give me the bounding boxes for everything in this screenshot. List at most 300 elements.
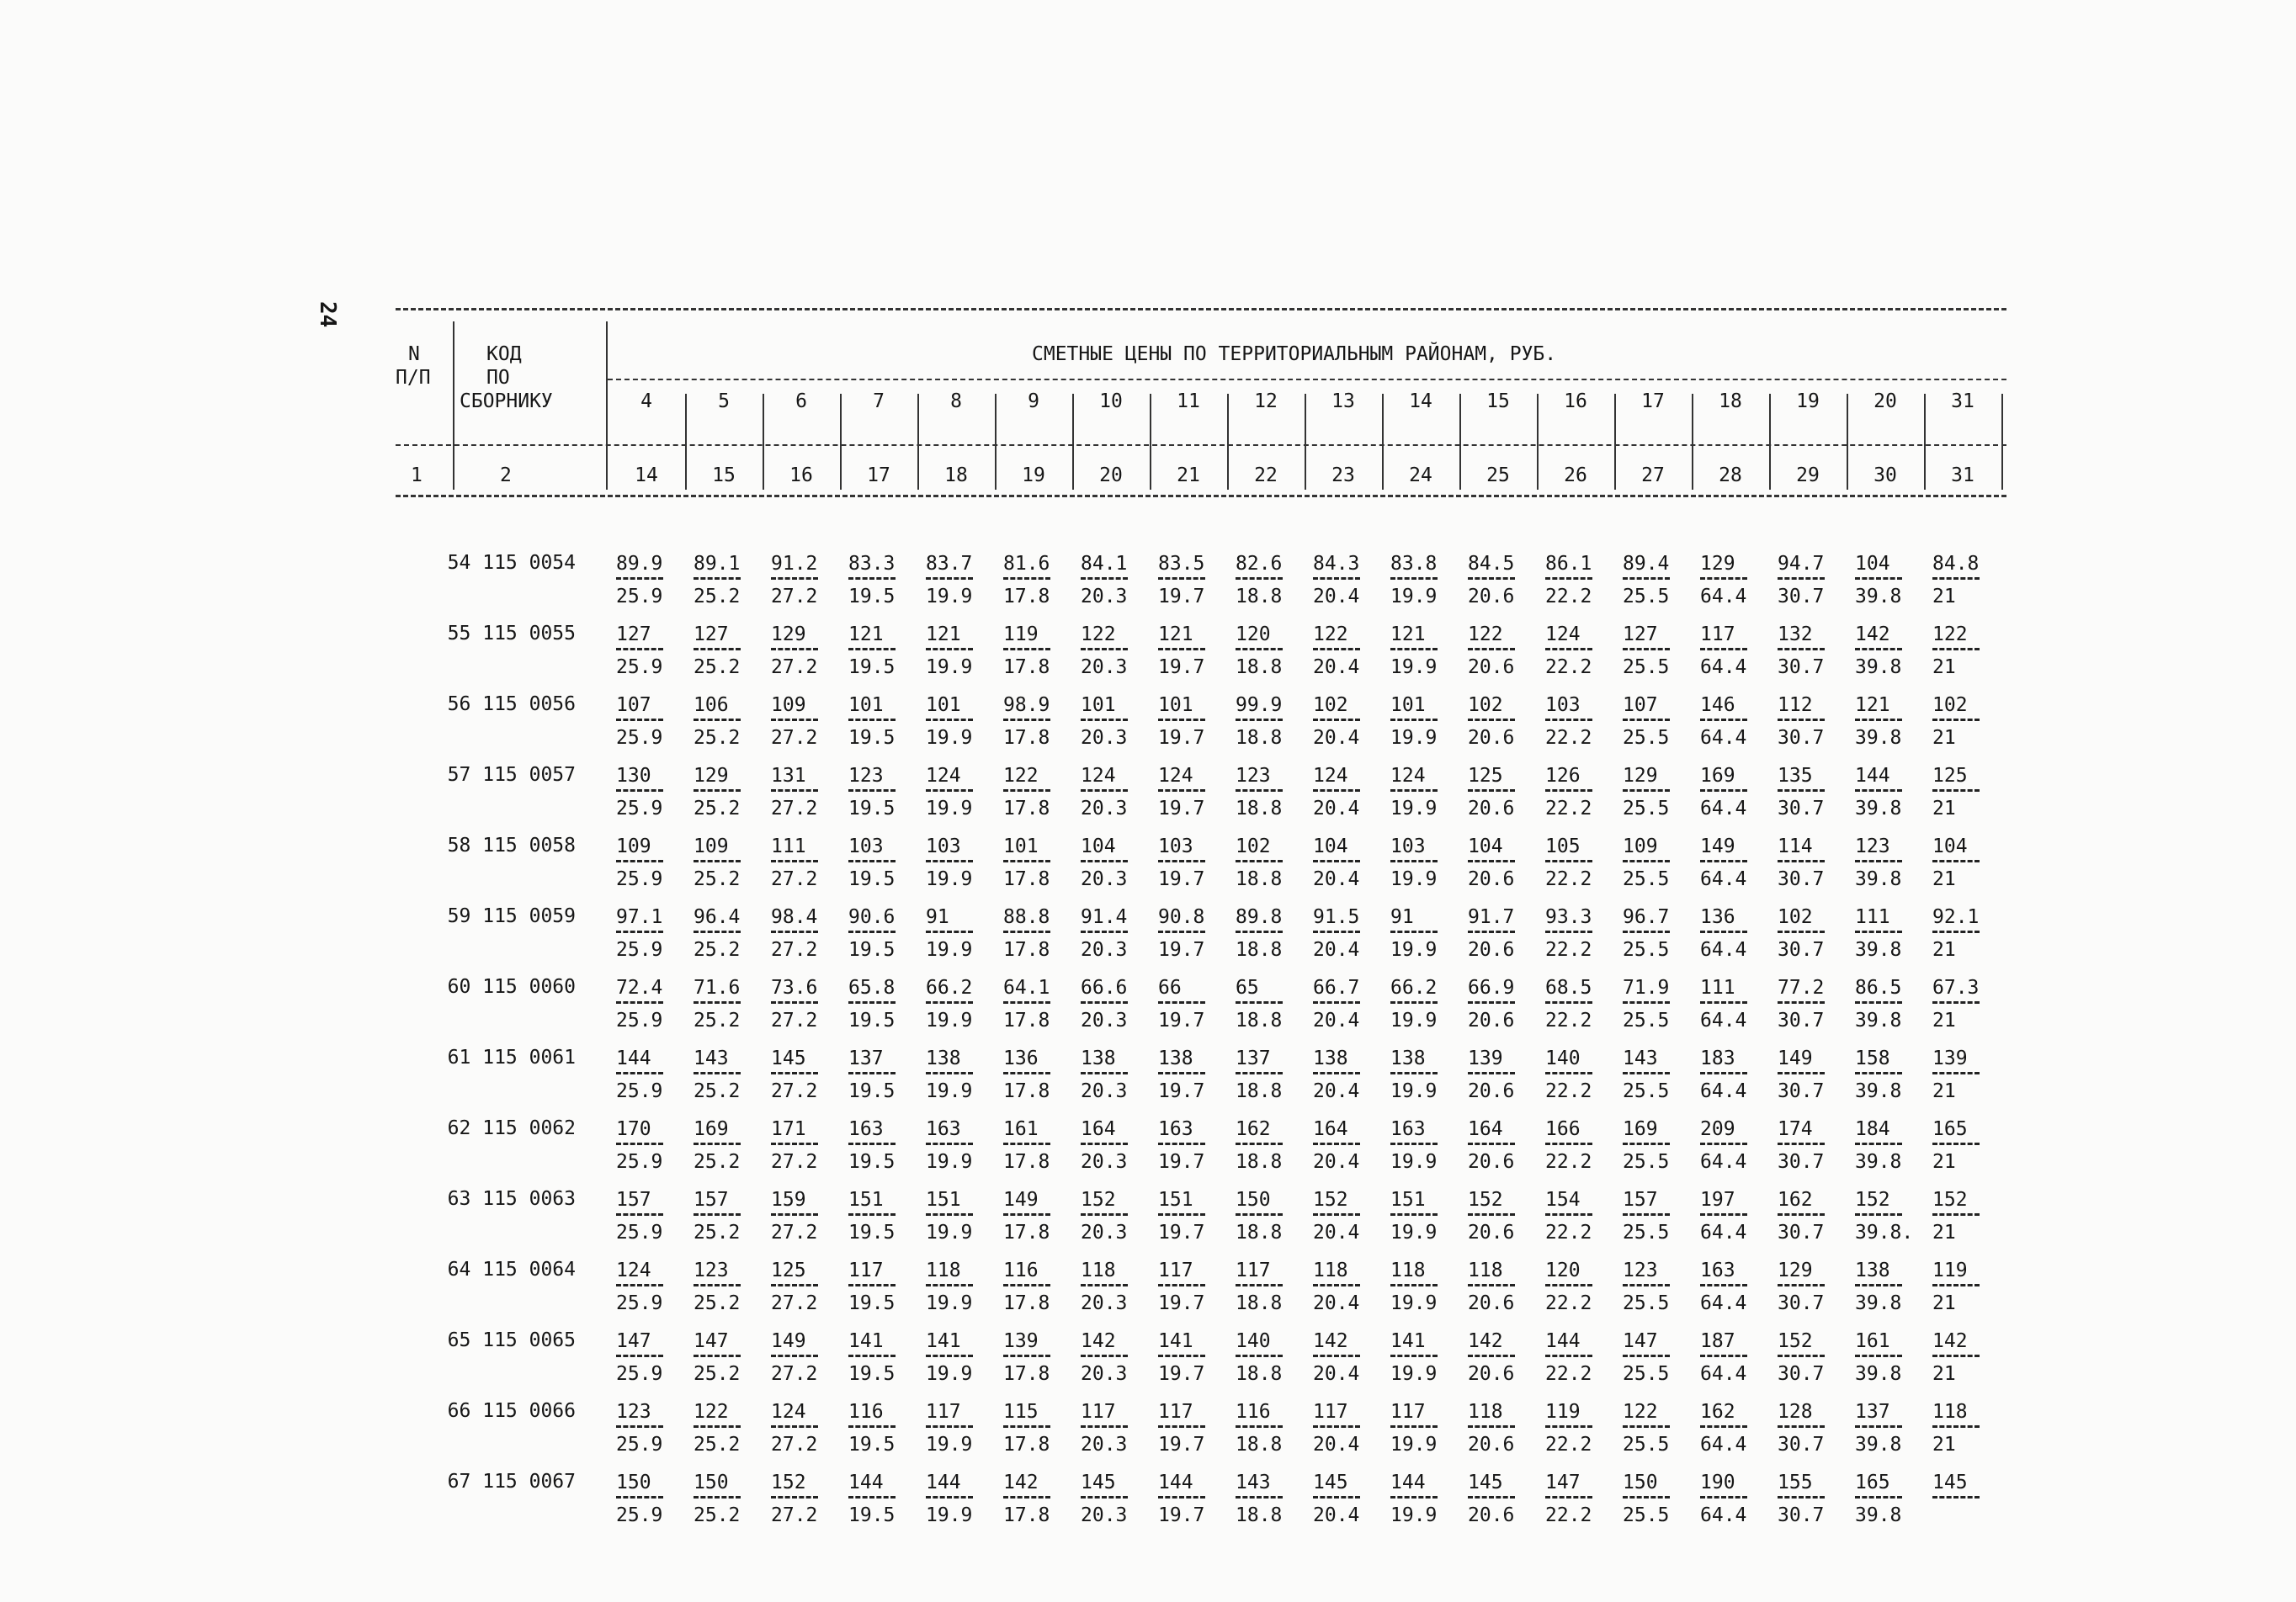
fraction-bar [1468,789,1515,792]
price-value: 114 [1778,835,1813,857]
price-value: 129 [1778,1260,1813,1281]
price-value: 129 [694,765,729,787]
fraction-bar [1545,931,1592,933]
row-number: 63 [447,1188,471,1210]
price-value: 165 [1932,1118,1968,1140]
price-subvalue: 20.3 [1081,1292,1128,1314]
price-subvalue: 20.4 [1313,868,1360,890]
price-subvalue: 39.8 [1855,1363,1902,1385]
price-cell [1390,1471,1459,1527]
price-cell [694,1400,763,1456]
fraction-bar [1313,648,1360,650]
price-cell [616,764,685,820]
fraction-bar [771,719,818,721]
price-cell [1003,552,1072,608]
price-subvalue: 27.2 [771,1010,818,1032]
fraction-bar [1468,931,1515,933]
price-value: 89.9 [616,553,663,575]
district-header-16: 16 [1564,390,1587,412]
price-cell [926,693,995,750]
price-cell [1855,976,1924,1032]
fraction-bar [1700,789,1747,792]
price-cell [1468,1400,1537,1456]
price-cell [1390,693,1459,750]
price-value: 122 [1932,623,1968,645]
row-number: 54 [447,552,471,574]
price-subvalue: 19.9 [1390,656,1438,678]
fraction-bar [1700,1001,1747,1004]
fraction-bar [848,789,896,792]
price-value: 144 [926,1472,961,1493]
price-subvalue: 20.6 [1468,727,1515,749]
price-value: 119 [1003,623,1039,645]
price-value: 126 [1545,765,1581,787]
price-cell [771,623,840,679]
price-subvalue: 17.8 [1003,656,1050,678]
price-cell [1468,1188,1537,1244]
price-cell [1855,1188,1924,1244]
price-value: 127 [1623,623,1658,645]
row-label [396,764,576,786]
price-cell [1545,905,1614,962]
price-cell [1778,1400,1847,1456]
price-value: 84.8 [1932,553,1980,575]
fraction-bar [848,648,896,650]
price-subvalue: 18.8 [1236,727,1283,749]
price-subvalue: 19.7 [1158,586,1205,607]
price-cell [1778,1188,1847,1244]
price-value: 119 [1932,1260,1968,1281]
fraction-bar [1313,1355,1360,1357]
price-cell [1003,1400,1072,1456]
fraction-bar [1545,1355,1592,1357]
price-value: 136 [1003,1048,1039,1069]
price-subvalue: 18.8 [1236,1292,1283,1314]
price-subvalue: 18.8 [1236,1080,1283,1102]
table-row [396,1252,2006,1323]
price-subvalue: 19.9 [926,1434,973,1456]
fraction-bar [926,931,973,933]
price-value: 123 [848,765,884,787]
fraction-bar [1236,1213,1283,1216]
price-value: 101 [1390,694,1426,716]
price-subvalue: 30.7 [1778,656,1825,678]
row-label [396,835,576,857]
price-cell [1778,552,1847,608]
price-cell [1700,1471,1769,1527]
fraction-bar [1390,1001,1438,1004]
price-cell [771,1188,840,1244]
price-value: 123 [616,1401,651,1423]
fraction-bar [616,931,663,933]
fraction-bar [1778,1001,1825,1004]
price-value: 124 [1313,765,1348,787]
price-subvalue: 20.3 [1081,1222,1128,1244]
price-value: 94.7 [1778,553,1825,575]
price-subvalue: 30.7 [1778,1080,1825,1102]
price-subvalue: 20.3 [1081,1010,1128,1032]
price-value: 83.5 [1158,553,1205,575]
price-cell [1003,976,1072,1032]
fraction-bar [616,1001,663,1004]
price-value: 98.4 [771,906,818,928]
price-value: 90.8 [1158,906,1205,928]
price-subvalue: 30.7 [1778,727,1825,749]
price-subvalue: 27.2 [771,727,818,749]
price-cell [1081,764,1150,820]
table-row [396,616,2006,687]
row-code: 115 0061 [482,1047,576,1069]
fraction-bar [1623,1001,1670,1004]
price-value: 124 [1158,765,1193,787]
price-cell [1158,1471,1227,1527]
price-cell [1313,905,1382,962]
price-subvalue: 19.5 [848,1504,896,1526]
fraction-bar [1778,1496,1825,1499]
price-subvalue: 27.2 [771,586,818,607]
price-cell [1778,1117,1847,1174]
price-value: 68.5 [1545,977,1592,999]
price-cell [1932,693,2001,750]
fraction-bar [771,1425,818,1428]
header-bottom-rule [396,495,2006,497]
district-header-15: 15 [1486,390,1510,412]
price-subvalue: 20.4 [1313,586,1360,607]
price-subvalue: 25.2 [694,727,741,749]
price-value: 72.4 [616,977,663,999]
fraction-bar [616,1355,663,1357]
price-subvalue: 17.8 [1003,1434,1050,1456]
price-cell [1855,623,1924,679]
price-value: 147 [694,1330,729,1352]
price-cell [616,1329,685,1386]
row-label [396,1400,576,1422]
fraction-bar [771,860,818,862]
price-value: 139 [1468,1048,1503,1069]
price-cell [1003,835,1072,891]
price-value: 157 [1623,1189,1658,1211]
price-cell [848,623,917,679]
price-value: 118 [926,1260,961,1281]
fraction-bar [1623,1143,1670,1145]
fraction-bar [1313,1143,1360,1145]
price-cell [1545,1400,1614,1456]
fraction-bar [1932,1425,1980,1428]
price-cell [694,1188,763,1244]
price-cell [1855,1329,1924,1386]
district-header-7: 7 [873,390,885,412]
price-cell [1158,835,1227,891]
fraction-bar [1855,860,1902,862]
price-value: 121 [1390,623,1426,645]
price-value: 122 [1623,1401,1658,1423]
fraction-bar [1468,1213,1515,1216]
price-value: 104 [1855,553,1890,575]
fraction-bar [1545,789,1592,792]
fraction-bar [616,648,663,650]
fraction-bar [1003,1143,1050,1145]
price-cell [1158,552,1227,608]
price-value: 159 [771,1189,806,1211]
price-subvalue: 21 [1932,1363,1956,1385]
price-subvalue: 25.9 [616,1292,663,1314]
price-value: 157 [694,1189,729,1211]
fraction-bar [1390,719,1438,721]
price-cell [1390,1047,1459,1103]
price-subvalue: 25.2 [694,1010,741,1032]
price-value: 157 [616,1189,651,1211]
fraction-bar [1468,1496,1515,1499]
price-cell [1623,552,1692,608]
price-value: 141 [848,1330,884,1352]
table-top-rule [396,308,2006,310]
fraction-bar [1081,1072,1128,1074]
price-subvalue: 20.6 [1468,656,1515,678]
fraction-bar [1623,789,1670,792]
price-subvalue: 19.9 [1390,1080,1438,1102]
price-cell [1468,976,1537,1032]
price-cell [1623,1259,1692,1315]
fraction-bar [616,1143,663,1145]
price-subvalue: 22.2 [1545,727,1592,749]
fraction-bar [1700,860,1747,862]
price-value: 150 [694,1472,729,1493]
price-value: 150 [1236,1189,1271,1211]
price-value: 162 [1778,1189,1813,1211]
fraction-bar [1855,1284,1902,1286]
price-cell [1081,1117,1150,1174]
price-value: 123 [694,1260,729,1281]
price-cell [1468,1329,1537,1386]
price-cell [1081,693,1150,750]
fraction-bar [1932,1355,1980,1357]
price-value: 149 [1003,1189,1039,1211]
price-subvalue: 25.9 [616,586,663,607]
fraction-bar [771,1072,818,1074]
fraction-bar [1236,1072,1283,1074]
price-subvalue: 25.9 [616,1151,663,1173]
district-separator [2001,394,2003,490]
price-subvalue: 25.9 [616,1222,663,1244]
price-cell [1623,623,1692,679]
price-cell [1158,1188,1227,1244]
price-value: 118 [1390,1260,1426,1281]
price-cell [1468,623,1537,679]
fraction-bar [1778,789,1825,792]
price-value: 98.9 [1003,694,1050,716]
fraction-bar [1623,1496,1670,1499]
fraction-bar [1003,1213,1050,1216]
price-value: 145 [1932,1472,1968,1493]
price-cell [1623,1329,1692,1386]
price-value: 117 [926,1401,961,1423]
price-subvalue: 25.5 [1623,868,1670,890]
price-subvalue: 20.3 [1081,1504,1128,1526]
price-subvalue: 19.9 [1390,798,1438,820]
price-cell [1003,1471,1072,1527]
price-cell [926,623,995,679]
price-subvalue: 19.9 [926,1222,973,1244]
fraction-bar [926,1284,973,1286]
price-cell [771,835,840,891]
fraction-bar [1623,1425,1670,1428]
fraction-bar [694,1143,741,1145]
price-value: 103 [1158,835,1193,857]
price-subvalue: 20.6 [1468,1151,1515,1173]
fraction-bar [1545,719,1592,721]
price-subvalue: 19.9 [1390,727,1438,749]
price-value: 112 [1778,694,1813,716]
row-number: 60 [447,976,471,998]
price-value: 127 [694,623,729,645]
price-subvalue: 18.8 [1236,1151,1283,1173]
table-row [396,1323,2006,1393]
fraction-bar [1390,1355,1438,1357]
fraction-bar [926,1496,973,1499]
price-value: 121 [926,623,961,645]
fraction-bar [1545,1143,1592,1145]
price-subvalue: 20.6 [1468,1434,1515,1456]
column-index-30: 30 [1873,464,1897,486]
fraction-bar [1932,1072,1980,1074]
price-value: 190 [1700,1472,1735,1493]
price-subvalue: 21 [1932,1010,1956,1032]
price-value: 66.2 [926,977,973,999]
fraction-bar [1545,1072,1592,1074]
price-cell [1081,1329,1150,1386]
fraction-bar [1158,1425,1205,1428]
fraction-bar [694,1284,741,1286]
price-subvalue: 22.2 [1545,1434,1592,1456]
fraction-bar [1003,1284,1050,1286]
fraction-bar [1236,1496,1283,1499]
price-value: 102 [1778,906,1813,928]
price-subvalue: 27.2 [771,939,818,961]
price-value: 142 [1932,1330,1968,1352]
fraction-bar [926,719,973,721]
fraction-bar [848,1072,896,1074]
fraction-bar [1855,648,1902,650]
fraction-bar [1158,1072,1205,1074]
fraction-bar [848,1284,896,1286]
price-cell [1390,552,1459,608]
price-value: 88.8 [1003,906,1050,928]
price-subvalue: 39.8 [1855,1151,1902,1173]
fraction-bar [694,1001,741,1004]
price-subvalue: 25.9 [616,868,663,890]
price-subvalue: 19.7 [1158,1080,1205,1102]
price-subvalue: 30.7 [1778,939,1825,961]
price-subvalue: 19.5 [848,1222,896,1244]
price-value: 170 [616,1118,651,1140]
fraction-bar [1390,1496,1438,1499]
price-cell [1855,764,1924,820]
fraction-bar [1932,1001,1980,1004]
price-value: 139 [1003,1330,1039,1352]
district-header-12: 12 [1254,390,1278,412]
row-label [396,976,576,998]
price-subvalue: 30.7 [1778,1292,1825,1314]
header-title: СМЕТНЫЕ ЦЕНЫ ПО ТЕРРИТОРИАЛЬНЫМ РАЙОНАМ, РУБ. [1032,343,1557,365]
fraction-bar [1236,860,1283,862]
price-subvalue: 19.5 [848,727,896,749]
fraction-bar [1700,1496,1747,1499]
price-cell [926,1400,995,1456]
price-subvalue: 64.4 [1700,798,1747,820]
fraction-bar [1623,1072,1670,1074]
price-value: 104 [1932,835,1968,857]
price-value: 138 [1158,1048,1193,1069]
fraction-bar [1932,860,1980,862]
fraction-bar [771,648,818,650]
price-cell [1623,835,1692,891]
price-value: 91.5 [1313,906,1360,928]
price-value: 102 [1313,694,1348,716]
price-subvalue: 25.2 [694,1504,741,1526]
price-subvalue: 25.5 [1623,1504,1670,1526]
fraction-bar [616,1284,663,1286]
row-number: 65 [447,1329,471,1351]
price-cell [1003,1188,1072,1244]
fraction-bar [616,1496,663,1499]
price-subvalue: 25.9 [616,1010,663,1032]
table-row [396,969,2006,1040]
fraction-bar [694,648,741,650]
price-subvalue: 19.5 [848,1080,896,1102]
price-value: 101 [848,694,884,716]
price-subvalue: 19.5 [848,1434,896,1456]
price-subvalue: 19.7 [1158,1151,1205,1173]
fraction-bar [926,1143,973,1145]
price-value: 149 [1700,835,1735,857]
row-label [396,552,576,574]
price-cell [1778,623,1847,679]
price-cell [1158,623,1227,679]
price-value: 116 [1236,1401,1271,1423]
price-cell [616,1047,685,1103]
fraction-bar [1468,1143,1515,1145]
fraction-bar [1778,1213,1825,1216]
price-subvalue: 27.2 [771,798,818,820]
fraction-bar [1855,1355,1902,1357]
fraction-bar [1932,1496,1980,1499]
fraction-bar [1623,648,1670,650]
fraction-bar [1932,1143,1980,1145]
price-subvalue: 19.9 [926,1363,973,1385]
fraction-bar [1623,1284,1670,1286]
price-subvalue: 19.7 [1158,868,1205,890]
fraction-bar [1778,931,1825,933]
price-subvalue: 19.9 [926,656,973,678]
fraction-bar [1158,1284,1205,1286]
fraction-bar [1545,648,1592,650]
column-index-21: 21 [1177,464,1200,486]
fraction-bar [1700,577,1747,580]
fraction-bar [1313,860,1360,862]
price-cell [848,1471,917,1527]
price-value: 107 [616,694,651,716]
price-cell [1236,835,1305,891]
price-subvalue: 17.8 [1003,1292,1050,1314]
fraction-bar [1468,577,1515,580]
price-subvalue: 21 [1932,1151,1956,1173]
price-value: 123 [1855,835,1890,857]
price-value: 154 [1545,1189,1581,1211]
price-subvalue: 19.7 [1158,1363,1205,1385]
column-index-27: 27 [1641,464,1665,486]
price-value: 138 [1313,1048,1348,1069]
fraction-bar [1313,931,1360,933]
